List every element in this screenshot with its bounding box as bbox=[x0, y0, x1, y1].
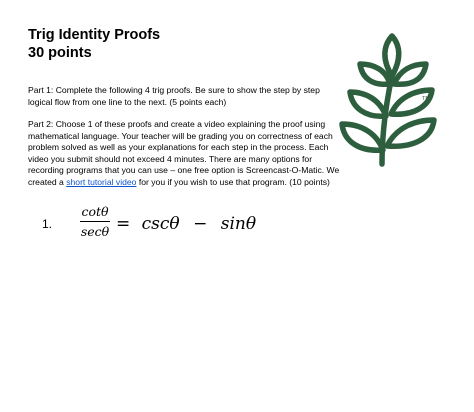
title-line-2: 30 points bbox=[28, 45, 92, 61]
part2-text-after-link: for you if you wish to use that program. (10 points) bbox=[136, 176, 330, 187]
fraction-denominator: secθ bbox=[80, 224, 110, 239]
page-title bbox=[28, 26, 160, 62]
short-tutorial-video-link[interactable]: short tutorial video bbox=[66, 176, 137, 187]
equals-sign: = bbox=[116, 214, 131, 234]
part2-instructions bbox=[28, 119, 340, 189]
part1-instructions: Part 1: Complete the following 4 trig proofs. Be sure to show the step by step logical flow from one line to the next. (5 points each) bbox=[28, 85, 320, 107]
minus-sign: − bbox=[193, 214, 208, 234]
trademark-symbol: TM bbox=[422, 96, 430, 102]
fraction-bar bbox=[80, 221, 110, 222]
part2-text-before-link: Part 2: Choose 1 of these proofs and create a video explaining the proof using mathematical language. Your teacher will be grading you on correctness of each problem solved as well as your explanations for each step in the process. Each video you submit should not exceed 4 minutes. There are many options for recording programs that you can use – one free option is Screencast-O-Matic. We created a bbox=[28, 119, 340, 187]
rhs-term-1: cscθ bbox=[141, 214, 180, 234]
right-hand-side bbox=[116, 214, 256, 234]
fraction bbox=[80, 204, 110, 240]
rhs-term-2: sinθ bbox=[220, 214, 257, 234]
problem-1 bbox=[42, 204, 302, 244]
problem-number: 1. bbox=[42, 217, 53, 231]
title-line-1: Trig Identity Proofs bbox=[28, 27, 161, 43]
fraction-numerator: cotθ bbox=[81, 204, 109, 219]
